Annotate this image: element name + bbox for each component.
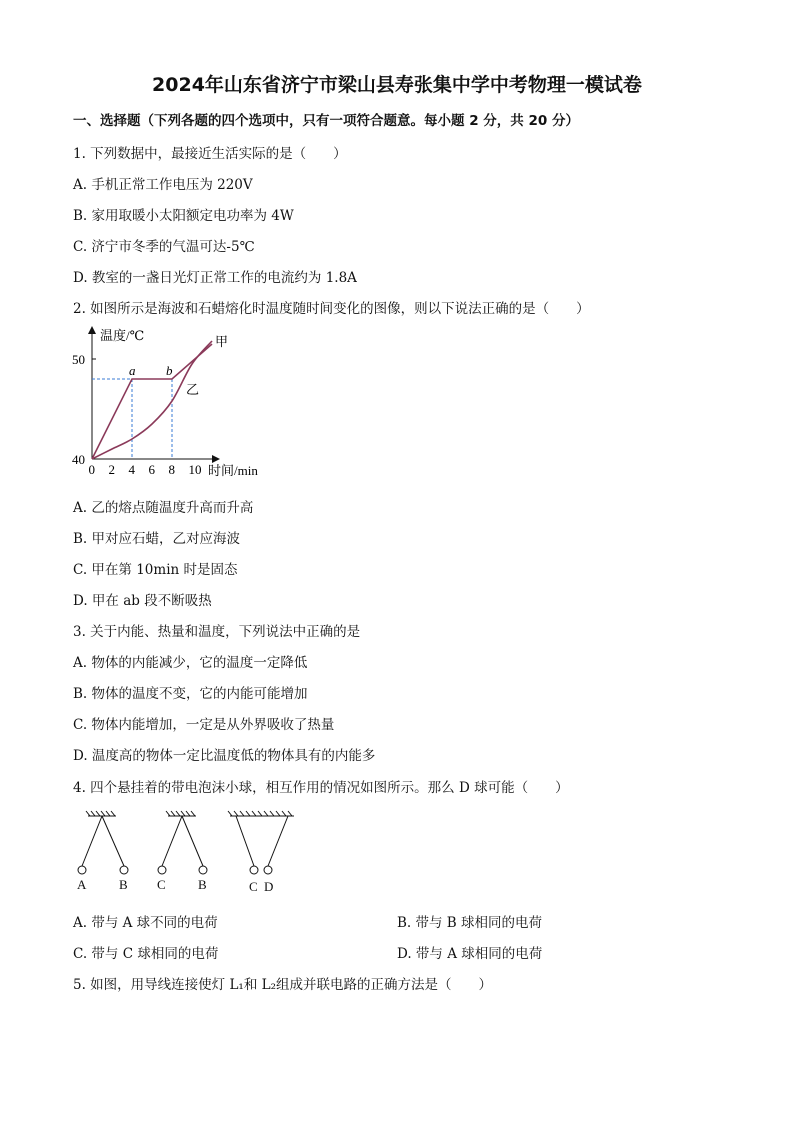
x-tick-label: 6 [148, 462, 155, 477]
x-tick-label: 2 [108, 462, 115, 477]
x-tick-label: 10 [188, 462, 202, 477]
ball-b [120, 866, 128, 874]
ball-d [264, 866, 272, 874]
point-b-label: b [166, 363, 173, 378]
series-jia-label: 甲 [215, 334, 229, 349]
q4-stem: 4. 四个悬挂着的带电泡沫小球，相互作用的情况如图所示。那么 D 球可能（ ） [73, 780, 569, 796]
q2-option-b: B. 甲对应石蜡，乙对应海波 [73, 531, 241, 547]
q1-option-b: B. 家用取暖小太阳额定电功率为 4W [73, 208, 294, 224]
ball-label-b: B [119, 877, 128, 892]
ball-c [158, 866, 166, 874]
y-tick-label: 50 [72, 352, 85, 367]
q1-stem: 1. 下列数据中，最接近生活实际的是（ ） [73, 146, 347, 162]
ball-label-c: C [157, 877, 166, 892]
hanging-balls-figure [72, 808, 312, 896]
ball-c-2 [250, 866, 258, 874]
ball-label-a: A [77, 877, 87, 892]
q4-option-c: C. 带与 C 球相同的电荷 [73, 946, 219, 962]
q1-option-a: A. 手机正常工作电压为 220V [73, 177, 253, 193]
q2-option-a: A. 乙的熔点随温度升高而升高 [73, 500, 254, 516]
q5-stem: 5. 如图，用导线连接使灯 L₁和 L₂组成并联电路的正确方法是（ ） [73, 977, 493, 993]
q2-stem: 2. 如图所示是海波和石蜡熔化时温度随时间变化的图像，则以下说法正确的是（ ） [73, 301, 590, 317]
ball-b-2 [199, 866, 207, 874]
q2-option-c: C. 甲在第 10min 时是固态 [73, 562, 238, 578]
ball-a [78, 866, 86, 874]
q4-option-a: A. 带与 A 球不同的电荷 [73, 915, 218, 931]
q1-option-c: C. 济宁市冬季的气温可达-5℃ [73, 239, 255, 255]
page-title: 2024年山东省济宁市梁山县寿张集中学中考物理一模试卷 [152, 74, 642, 96]
q3-stem: 3. 关于内能、热量和温度，下列说法中正确的是 [73, 624, 361, 640]
y-tick-label: 40 [72, 452, 85, 467]
q3-option-b: B. 物体的温度不变，它的内能可能增加 [73, 686, 308, 702]
ball-label-d: D [264, 879, 274, 894]
x-tick-label: 8 [168, 462, 175, 477]
y-axis-label: 温度/℃ [100, 328, 145, 343]
q4-option-d: D. 带与 A 球相同的电荷 [397, 946, 543, 962]
q3-option-a: A. 物体的内能减少，它的温度一定降低 [73, 655, 308, 671]
ball-label-b-2: B [198, 877, 207, 892]
series-yi-label: 乙 [186, 382, 200, 397]
q3-option-d: D. 温度高的物体一定比温度低的物体具有的内能多 [73, 748, 376, 764]
ball-label-c-2: C [249, 879, 258, 894]
point-a-label: a [129, 363, 136, 378]
melting-chart [70, 322, 270, 482]
q3-option-c: C. 物体内能增加，一定是从外界吸收了热量 [73, 717, 335, 733]
q2-option-d: D. 甲在 ab 段不断吸热 [73, 593, 212, 609]
section-heading: 一、选择题（下列各题的四个选项中，只有一项符合题意。每小题 2 分，共 20 分） [73, 113, 579, 129]
x-axis-label: 时间/min [208, 463, 258, 478]
q1-option-d: D. 教室的一盏日光灯正常工作的电流约为 1.8A [73, 270, 357, 286]
x-tick-label: 4 [128, 462, 135, 477]
x-tick-label: 0 [88, 462, 95, 477]
q4-option-b: B. 带与 B 球相同的电荷 [397, 915, 543, 931]
